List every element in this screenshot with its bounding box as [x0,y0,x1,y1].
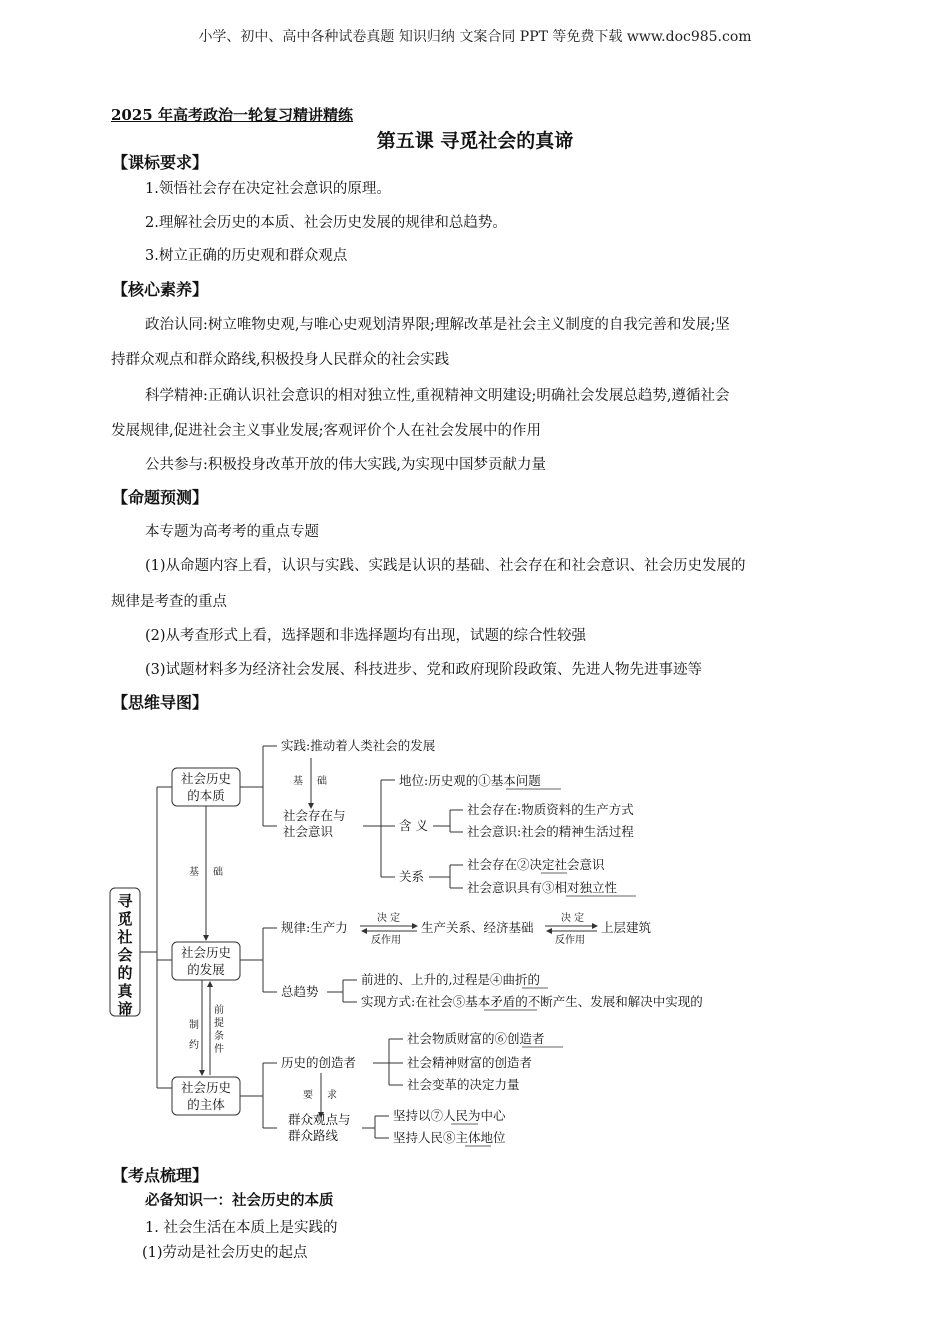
forecast-line: 规律是考查的重点 [111,594,227,610]
react-label: 反作用 [555,935,585,946]
meaning-item: 社会意识:社会的精神生活过程 [467,824,634,839]
literacy-line: 政治认同:树立唯物史观,与唯心史观划清界限;理解改革是社会主义制度的自我完善和发展;坚 [145,317,730,333]
basis-label: 基 [189,867,199,878]
mass-item: 坚持人民⑧主体地位 [393,1130,506,1145]
relation-label: 关系 [399,869,425,884]
review-line: (1)劳动是社会历史的起点 [142,1245,308,1261]
premise-label: 件 [214,1044,224,1055]
essence-box-label: 的本质 [187,788,225,803]
lesson-title: 第五课 寻觅社会的真谛 [376,130,574,152]
require-label: 要 [303,1090,313,1101]
trend-item: 前进的、上升的,过程是④曲折的 [361,972,541,987]
mindmap-heading: 【思维导图】 [112,693,209,712]
development-box-label: 的发展 [187,962,225,977]
forecast-line: (1)从命题内容上看，认识与实践、实践是认识的基础、社会存在和社会意识、社会历史发展的 [145,558,746,574]
relation-item: 社会存在②决定社会意识 [467,857,605,872]
practice-text: 实践:推动着人类社会的发展 [281,738,436,753]
meaning-connector [433,810,463,832]
root-char: 会 [117,946,133,964]
root-char: 真 [117,982,133,1000]
premise-label: 前 [214,1005,224,1016]
root-char: 社 [117,928,133,946]
restrict-label: 制 [189,1020,199,1031]
react-label: 反作用 [371,935,401,946]
requirement-item: 2.理解社会历史的本质、社会历史发展的规律和总趋势。 [145,215,507,231]
root-char: 觅 [117,910,133,928]
review-heading: 【考点梳理】 [112,1166,209,1185]
essence-connector [240,746,277,826]
review-line: 1. 社会生活在本质上是实践的 [145,1220,338,1236]
decide-label: 决 定 [377,913,401,924]
root-connector [140,787,172,1088]
development-connector [240,928,277,992]
creator-item: 社会精神财富的创造者 [407,1055,533,1070]
law-label: 规律:生产力 [281,920,348,935]
requirement-item: 1.领悟社会存在决定社会意识的原理。 [145,181,391,197]
review-subheading: 必备知识一：社会历史的本质 [145,1193,334,1209]
premise-label: 条 [214,1031,224,1042]
forecast-heading: 【命题预测】 [112,488,209,507]
essence-box-label: 社会历史 [180,771,232,786]
mass-label: 群众路线 [288,1128,339,1143]
trend-item: 实现方式:在社会⑤基本矛盾的不断产生、发展和解决中实现的 [361,994,703,1009]
relation-item: 社会意识具有③相对独立性 [467,880,618,895]
root-char: 寻 [117,892,133,910]
mind-map [105,730,765,1155]
mass-item: 坚持以⑦人民为中心 [393,1108,506,1123]
forecast-line: (3)试题材料多为经济社会发展、科技进步、党和政府现阶段政策、先进人物先进事迹等 [145,662,703,678]
literacy-heading: 【核心素养】 [112,280,209,299]
meaning-item: 社会存在:物质资料的生产方式 [467,802,634,817]
creator-item: 社会物质财富的⑥创造者 [407,1031,545,1046]
forecast-line: 本专题为高考考的重点专题 [145,524,319,540]
require-label: 求 [327,1090,337,1101]
decide-label: 决 定 [561,913,585,924]
creators-label: 历史的创造者 [281,1055,357,1070]
root-char: 的 [117,964,133,982]
basis-label: 础 [213,867,223,878]
literacy-line: 发展规律,促进社会主义事业发展;客观评价个人在社会发展中的作用 [111,423,541,439]
trend-label: 总趋势 [281,984,319,999]
mass-connector [362,1116,389,1138]
practice-basis-label: 基 [293,776,303,787]
status-text: 地位:历史观的①基本问题 [399,773,541,788]
series-title: 2025 年高考政治一轮复习精讲精练 [111,106,353,124]
law-end: 上层建筑 [601,920,652,935]
creators-connector [373,1039,403,1085]
forecast-line: (2)从考查形式上看，选择题和非选择题均有出现，试题的综合性较强 [145,628,587,644]
meaning-label: 含 义 [399,818,428,833]
development-box-label: 社会历史 [180,945,232,960]
law-middle: 生产关系、经济基础 [421,920,534,935]
literacy-line: 公共参与:积极投身改革开放的伟大实践,为实现中国梦贡献力量 [145,457,546,473]
existence-connector [363,780,395,877]
requirement-item: 3.树立正确的历史观和群众观点 [145,248,348,264]
subject-box-label: 的主体 [187,1097,225,1112]
mass-label: 群众观点与 [288,1112,351,1127]
subject-box-label: 社会历史 [180,1080,232,1095]
subject-connector [240,1063,277,1128]
relation-connector [429,865,463,888]
page-header: 小学、初中、高中各种试卷真题 知识归纳 文案合同 PPT 等免费下载 www.doc985.com [198,29,752,45]
requirements-heading: 【课标要求】 [112,153,209,172]
premise-label: 提 [214,1018,224,1029]
existence-label: 社会意识 [283,824,334,839]
restrict-label: 约 [189,1040,199,1051]
creator-item: 社会变革的决定力量 [407,1077,520,1092]
practice-basis-label: 础 [317,776,327,787]
literacy-line: 持群众观点和群众路线,积极投身人民群众的社会实践 [111,352,450,368]
trend-connector [327,980,357,1002]
existence-label: 社会存在与 [283,808,346,823]
literacy-line: 科学精神:正确认识社会意识的相对独立性,重视精神文明建设;明确社会发展总趋势,遵循社会 [145,388,730,404]
root-char: 谛 [117,1000,133,1018]
